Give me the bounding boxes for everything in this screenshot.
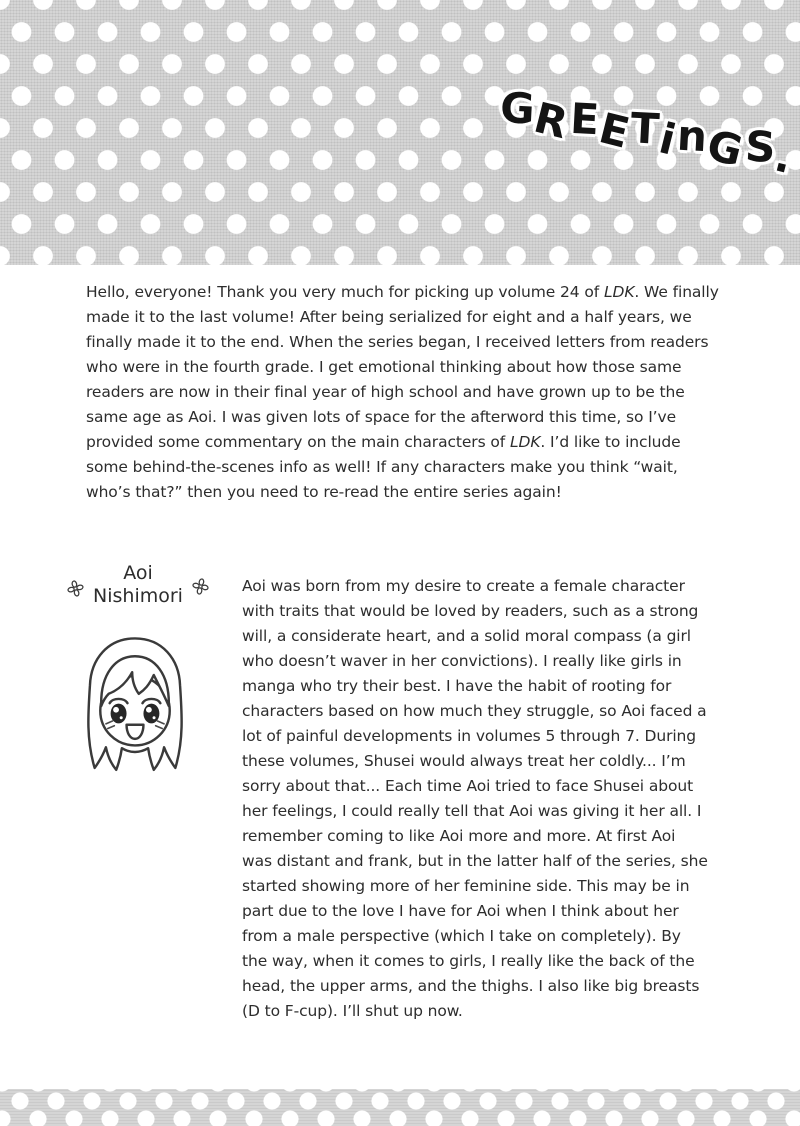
- flower-icon: [65, 578, 86, 599]
- intro-text-1: Hello, everyone! Thank you very much for picking up volume 24 of: [86, 283, 604, 301]
- character-name-line1: Aoi: [123, 562, 153, 584]
- character-name-label: [48, 562, 228, 608]
- polka-dot-banner: [0, 0, 800, 265]
- greetings-title-letter: n: [676, 110, 711, 162]
- flower-icon: [190, 576, 210, 596]
- ldk-series-title: LDK: [603, 283, 635, 301]
- polka-dot-footer: [0, 1089, 800, 1126]
- greetings-title-letter: G: [498, 82, 538, 134]
- character-name-line2: Nishimori: [93, 585, 183, 607]
- aoi-chibi-portrait: [74, 628, 196, 788]
- greetings-title-letter: E: [593, 103, 636, 159]
- character-commentary: Aoi was born from my desire to create a female character with traits that would be loved by readers, such as a strong will, a considerate heart, and a solid moral compass (a girl who doesn’t waver in her convictions). I really like girls in manga who try their best. I have the habit of rooting for characters based on how much they struggle, so Aoi faced a lot of painful developments in volumes 5 through 7. During these volumes, Shusei would always treat her coldly... I’m sorry about that... Each time Aoi tried to face Shusei about her feelings, I could really tell that Aoi was giving it her all. I remember coming to like Aoi more and more. At first Aoi was distant and frank, but in the latter half of the series, she started showing more of her feminine side. This may be in part due to the love I have for Aoi when I think about her from a male perspective (which I take on completely). By the way, when it comes to girls, I really like the back of the head, the upper arms, and the thighs. I also like big breasts (D to F-cup). I’ll shut up now.: [242, 577, 708, 1020]
- greetings-title-letter: i: [654, 113, 683, 165]
- ldk-series-title: LDK: [509, 433, 541, 451]
- intro-text-3: . I’d like to include some behind-the-scenes info as well! If any characters make you think “wait, who’s that?” then you need to re-read the entire series again!: [86, 433, 681, 501]
- greetings-title-letter: R: [529, 92, 575, 149]
- chibi-girl-face-icon: [74, 628, 196, 784]
- greetings-title-letter: E: [568, 93, 603, 145]
- greetings-title-letter: G: [702, 120, 750, 177]
- greetings-title: [496, 82, 800, 184]
- intro-paragraph: [86, 280, 722, 505]
- greetings-title-letter: .: [770, 131, 800, 184]
- greetings-title-letter: T: [629, 103, 663, 154]
- intro-text-2: . We finally made it to the last volume! After being serialized for eight and a half years, we finally made it to the end. When the series began, I received letters from readers who were in the fourth grade. I get emotional thinking about how those same readers are now in their final year of high school and have grown up to be the same age as Aoi. I was given lots of space for the afterword this time, so I’ve provided some commentary on the main characters of: [86, 283, 719, 451]
- character-name: [93, 562, 183, 608]
- greetings-title-letter: S: [743, 121, 779, 173]
